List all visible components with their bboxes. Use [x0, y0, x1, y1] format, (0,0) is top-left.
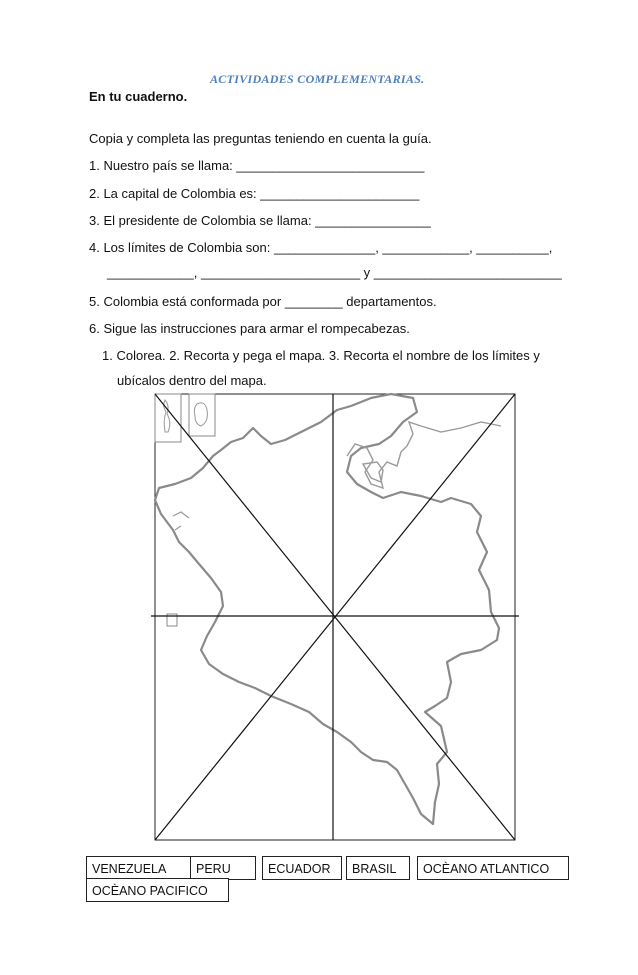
label-oceano-atlantico[interactable]: OCÈANO ATLANTICO — [417, 856, 569, 880]
label-ecuador[interactable]: ECUADOR — [262, 856, 342, 880]
question-5: 5. Colombia está conformada por ________ departamentos. — [89, 294, 437, 309]
question-1: 1. Nuestro país se llama: __________________________ — [89, 158, 425, 173]
question-4-continued: ____________, ______________________ y __________________________ — [107, 265, 562, 280]
puzzle-steps-continued: ubícalos dentro del mapa. — [117, 373, 267, 388]
label-oceano-pacifico[interactable]: OCÈANO PACIFICO — [86, 878, 229, 902]
worksheet-heading: ACTIVIDADES COMPLEMENTARIAS. — [210, 72, 425, 86]
question-2: 2. La capital de Colombia es: ______________________ — [89, 186, 420, 201]
question-3: 3. El presidente de Colombia se llama: ________________ — [89, 213, 431, 228]
question-4: 4. Los límites de Colombia son: ______________, ____________, __________, — [89, 240, 553, 255]
copy-instruction: Copia y completa las preguntas teniendo en cuenta la guía. — [89, 131, 432, 146]
label-peru[interactable]: PERU — [190, 856, 256, 880]
puzzle-steps: 1. Colorea. 2. Recorta y pega el mapa. 3. Recorta el nombre de los límites y — [102, 348, 540, 363]
question-6: 6. Sigue las instrucciones para armar el rompecabezas. — [89, 321, 410, 336]
colombia-puzzle-map — [151, 392, 519, 842]
label-brasil[interactable]: BRASIL — [346, 856, 410, 880]
label-venezuela[interactable]: VENEZUELA — [86, 856, 192, 880]
notebook-instruction: En tu cuaderno. — [89, 89, 188, 104]
